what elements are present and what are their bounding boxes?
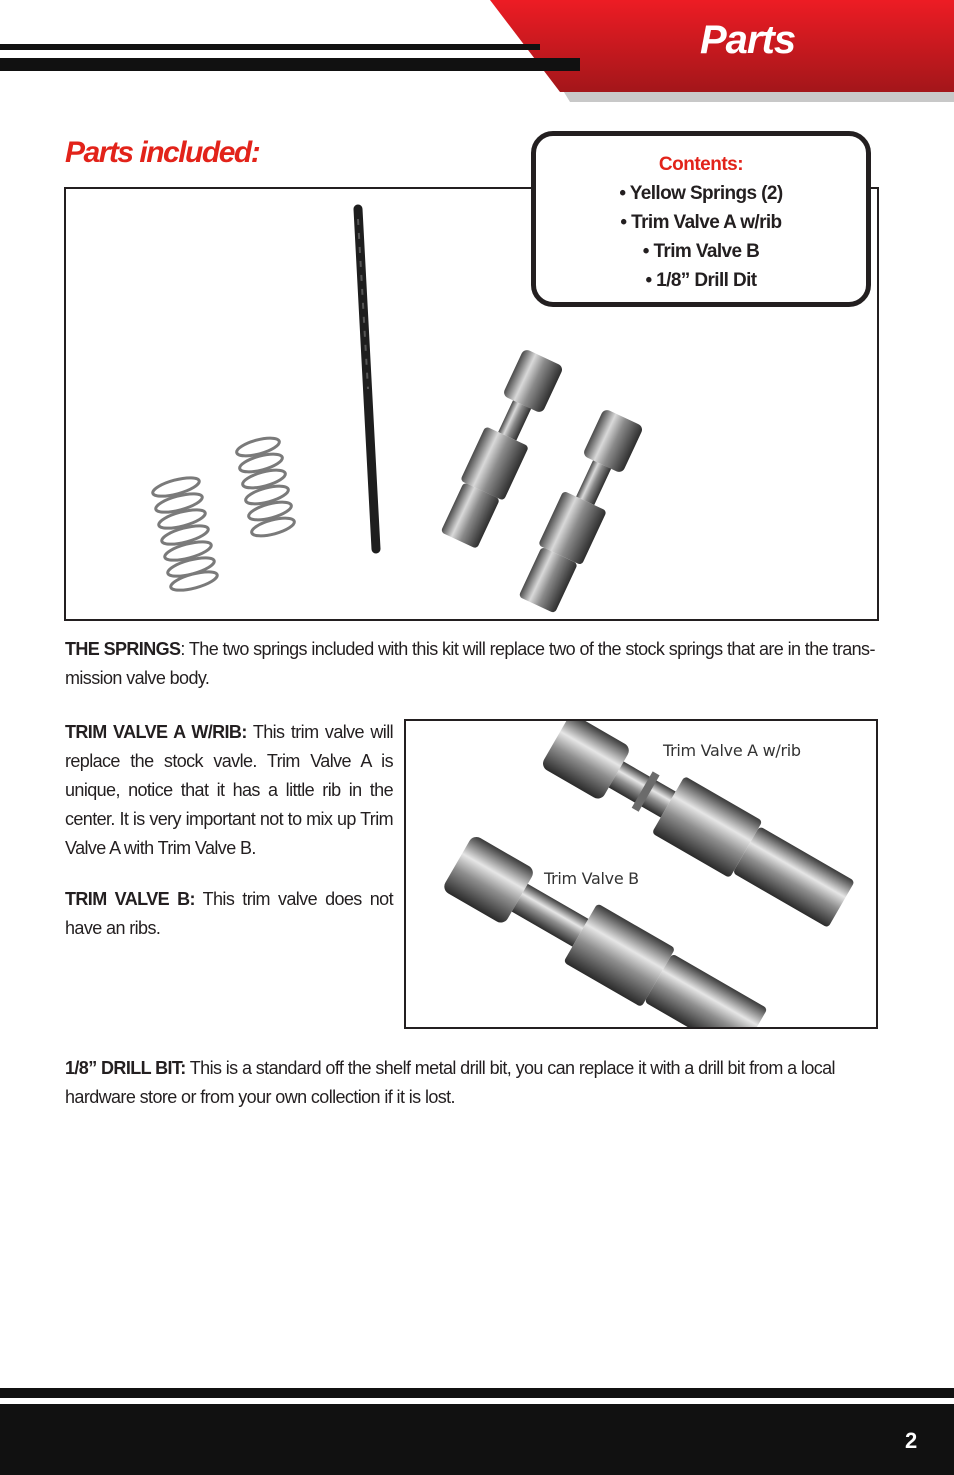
section-title: Parts included: [65, 136, 260, 169]
springs-text: : The two springs included with this kit will replace two of the stock springs that are in the trans-mission valve body. [65, 639, 875, 688]
spring-1-image [151, 474, 219, 594]
footer-line [0, 1388, 954, 1398]
springs-label: THE SPRINGS [65, 639, 181, 659]
drill-bit-paragraph [65, 1054, 879, 1112]
drill-bit-text: This is a standard off the shelf metal drill bit, you can replace it with a drill bit from a local hardware store or from your own collection if it is lost. [65, 1058, 835, 1107]
label-trim-valve-b: Trim Valve B [544, 869, 639, 888]
trim-valve-b-label: TRIM VALVE B: [65, 889, 195, 909]
page-number: 2 [905, 1428, 918, 1453]
trim-valve-a-label: TRIM VALVE A W/RIB: [65, 722, 247, 742]
trim-valve-a-image [437, 347, 566, 550]
contents-item-springs: • Yellow Springs (2) [619, 183, 783, 204]
label-trim-valve-a: Trim Valve A w/rib [663, 741, 801, 760]
valves-closeup-photo [404, 719, 878, 1029]
trim-valve-b-text: This trim valve does not have an ribs. [65, 889, 393, 938]
contents-item-drill-bit: • 1/8” Drill Dit [645, 270, 757, 291]
trim-valve-b-paragraph [65, 885, 393, 943]
contents-title: Contents: [658, 154, 744, 175]
spring-2-image [235, 435, 296, 540]
trim-valve-a-paragraph [65, 718, 393, 863]
page-title: Parts [700, 18, 796, 62]
trim-valve-a-text: This trim valve will replace the stock vavle. Trim Valve A is unique, notice that it has a little rib in the center. It is very important not to mix up Trim Valve A with Trim Valve B. [65, 722, 393, 858]
contents-item-trim-valve-a: • Trim Valve A w/rib [620, 212, 782, 233]
contents-box [531, 131, 871, 307]
springs-paragraph [65, 635, 879, 693]
footer-bar [0, 1404, 954, 1475]
header-banner [0, 0, 954, 110]
drill-bit-label: 1/8” DRILL BIT: [65, 1058, 186, 1078]
drill-bit-image [358, 209, 376, 549]
contents-item-trim-valve-b: • Trim Valve B [642, 241, 760, 262]
trim-valve-b-image [515, 407, 646, 615]
